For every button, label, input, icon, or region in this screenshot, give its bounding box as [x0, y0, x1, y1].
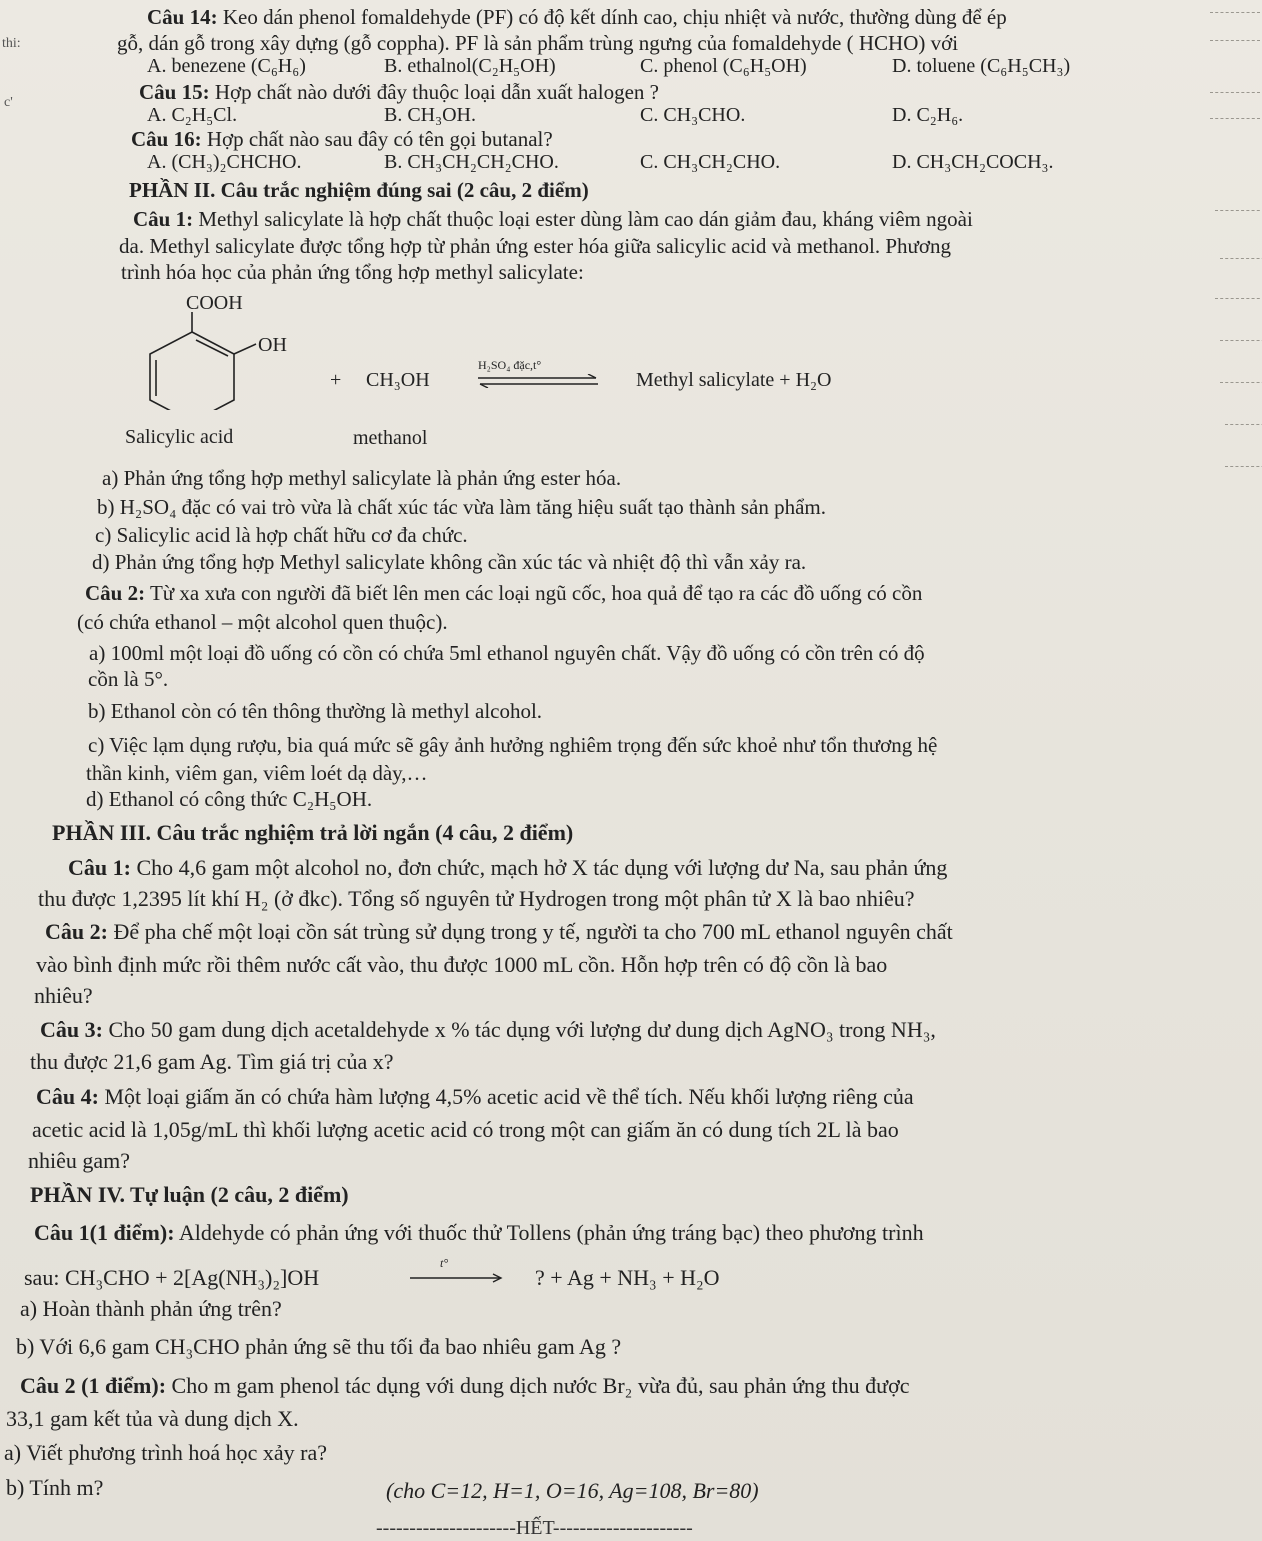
equation-left: sau: CH₃CHO + 2[Ag(NH₃)₂]OH — [24, 1265, 320, 1290]
arrow-right-icon — [408, 1272, 506, 1284]
question-lead: Câu 4: — [36, 1084, 99, 1109]
question-text: 33,1 gam kết tủa và dung dịch X. — [6, 1406, 299, 1431]
question-text: Keo dán phenol fomaldehyde (PF) có độ kết dính cao, chịu nhiệt và nước, thường dùng để ép — [222, 5, 1007, 29]
margin-dash — [1210, 12, 1260, 13]
margin-dash — [1215, 298, 1262, 299]
question-text: Aldehyde có phản ứng với thuốc thử Tollens (phản ứng tráng bạc) theo phương trình — [178, 1220, 924, 1245]
question-text: trình hóa học của phản ứng tổng hợp methyl salicylate: — [121, 260, 584, 284]
question-text: Hợp chất nào dưới đây thuộc loại dẫn xuất halogen ? — [214, 80, 659, 104]
question-lead: Câu 1: — [133, 207, 194, 231]
equation-right: ? + Ag + NH₃ + H₂O — [535, 1265, 720, 1290]
question-lead: Câu 2: — [85, 581, 146, 605]
statement-c: c) Việc lạm dụng rượu, bia quá mức sẽ gây ảnh hưởng nghiêm trọng đến sức khoẻ như tổn thương hệ — [88, 733, 938, 757]
part-4-title: PHẦN IV. Tự luận (2 câu, 2 điểm) — [30, 1182, 349, 1207]
margin-dash — [1210, 40, 1260, 41]
part3-question-4 — [36, 1084, 914, 1110]
question-text: Từ xa xưa con người đã biết lên men các loại ngũ cốc, hoa quả để tạo ra các đồ uống có cồn — [149, 581, 923, 605]
part2-question-2 — [85, 580, 922, 606]
option-a: A. benezene (C₆H₆) — [147, 55, 306, 77]
statement-d: d) Ethanol có công thức C₂H₅OH. — [86, 787, 373, 811]
question-text: Cho 4,6 gam một alcohol no, đơn chức, mạch hở X tác dụng với lượng dư Na, sau phản ứng — [136, 855, 948, 880]
question-text: da. Methyl salicylate được tổng hợp từ phản ứng ester hóa giữa salicylic acid và methanol. Phương — [119, 234, 952, 258]
question-text: acetic acid là 1,05g/mL thì khối lượng acetic acid có trong một can giấm ăn có dung tích 2L là bao — [32, 1117, 899, 1142]
margin-dash — [1225, 424, 1262, 425]
question-lead: Câu 16: — [131, 127, 202, 151]
part4-q2-b: b) Tính m? — [6, 1475, 104, 1500]
option-c: C. CH₃CHO. — [640, 104, 746, 126]
question-text: (có chứa ethanol – một alcohol quen thuộc). — [77, 610, 448, 634]
question-text: Cho 50 gam dung dịch acetaldehyde x % tác dụng với lượng dư dung dịch AgNO₃ trong NH₃, — [108, 1017, 936, 1042]
plus-sign: + — [330, 369, 342, 391]
equation-condition: t° — [440, 1256, 449, 1270]
question-text: thu được 21,6 gam Ag. Tìm giá trị của x? — [30, 1049, 394, 1074]
statement-d: d) Phản ứng tổng hợp Methyl salicylate không cần xúc tác và nhiệt độ thì vẫn xảy ra. — [92, 550, 807, 574]
question-lead: Câu 3: — [40, 1017, 103, 1042]
statement-c: c) Salicylic acid là hợp chất hữu cơ đa chức. — [95, 523, 468, 547]
methanol-formula: CH₃OH — [366, 369, 430, 391]
question-text: vào bình định mức rồi thêm nước cất vào, thu được 1000 mL cồn. Hỗn hợp trên có độ cồn là bao — [36, 952, 888, 977]
question-text: Cho m gam phenol tác dụng với dung dịch nước Br₂ vừa đủ, sau phản ứng thu được — [171, 1373, 910, 1398]
question-14 — [147, 4, 1007, 30]
margin-note: c' — [4, 95, 13, 110]
salicylic-acid-label: Salicylic acid — [125, 426, 234, 448]
question-text: Methyl salicylate là hợp chất thuộc loại ester dùng làm cao dán giảm đau, kháng viêm ngoài — [198, 207, 973, 231]
question-lead: Câu 1(1 điểm): — [34, 1220, 175, 1245]
option-c: C. phenol (C₆H₅OH) — [640, 55, 807, 77]
question-lead: Câu 15: — [139, 80, 210, 104]
option-d: D. toluene (C₆H₅CH₃) — [892, 55, 1071, 77]
part4-question-2 — [20, 1373, 909, 1399]
product-label: Methyl salicylate + H₂O — [636, 369, 832, 391]
question-text: thu được 1,2395 lít khí H₂ (ở đkc). Tổng số nguyên tử Hydrogen trong một phân tử X là bao nhiêu? — [38, 886, 915, 911]
methanol-label: methanol — [353, 427, 428, 449]
question-text: Hợp chất nào sau đây có tên gọi butanal? — [206, 127, 553, 151]
option-d: D. C₂H₆. — [892, 104, 964, 126]
part2-question-1 — [133, 206, 973, 232]
question-15 — [139, 79, 659, 105]
question-text: nhiêu? — [34, 983, 93, 1008]
question-lead: Câu 2 (1 điểm): — [20, 1373, 167, 1398]
part4-question-1 — [34, 1220, 924, 1246]
part3-question-3 — [40, 1017, 936, 1043]
option-b: B. ethalnol(C₂H₅OH) — [384, 55, 556, 77]
margin-dash — [1225, 466, 1262, 467]
margin-dash — [1220, 340, 1262, 341]
option-a: A. C₂H₅Cl. — [147, 104, 238, 126]
margin-note: thi: — [2, 36, 21, 51]
equilibrium-arrow-icon — [476, 374, 601, 388]
part3-question-2 — [45, 919, 953, 945]
part4-q1-a: a) Hoàn thành phản ứng trên? — [20, 1296, 282, 1321]
statement-a: a) Phản ứng tổng hợp methyl salicylate là phản ứng ester hóa. — [102, 466, 622, 490]
question-lead: Câu 2: — [45, 919, 108, 944]
question-text: Để pha chế một loại cồn sát trùng sử dụng trong y tế, người ta cho 700 mL ethanol nguyên chất — [113, 919, 953, 944]
statement-b: b) Ethanol còn có tên thông thường là methyl alcohol. — [88, 699, 543, 723]
option-d: D. CH₃CH₂COCH₃. — [892, 151, 1054, 173]
question-14-cont: gỗ, dán gỗ trong xây dựng (gỗ coppha). PF là sản phẩm trùng ngưng của fomaldehyde ( HCHO) với — [117, 31, 959, 55]
end-marker: ---------------------HẾT--------------------- — [376, 1517, 693, 1539]
option-b: B. CH₃CH₂CH₂CHO. — [384, 151, 559, 173]
margin-dash — [1220, 258, 1262, 259]
part4-q2-a: a) Viết phương trình hoá học xảy ra? — [4, 1440, 328, 1465]
option-a: A. (CH₃)₂CHCHO. — [147, 151, 302, 173]
statement-c-cont: thần kinh, viêm gan, viêm loét dạ dày,… — [86, 761, 428, 785]
oh-label: OH — [258, 334, 287, 356]
catalyst-label: H₂SO₄ đặc,t° — [478, 358, 542, 372]
cooh-label: COOH — [186, 292, 243, 314]
question-16 — [131, 126, 553, 152]
option-b: B. CH₃OH. — [384, 104, 476, 126]
question-text: Một loại giấm ăn có chứa hàm lượng 4,5% acetic acid về thể tích. Nếu khối lượng riêng của — [104, 1084, 914, 1109]
statement-a-cont: cồn là 5°. — [88, 667, 169, 691]
part4-q1-b: b) Với 6,6 gam CH₃CHO phản ứng sẽ thu tối đa bao nhiêu gam Ag ? — [16, 1334, 622, 1359]
question-lead: Câu 1: — [68, 855, 131, 880]
option-c: C. CH₃CH₂CHO. — [640, 151, 781, 173]
part-2-title: PHẦN II. Câu trắc nghiệm đúng sai (2 câu, 2 điểm) — [129, 178, 589, 202]
statement-a: a) 100ml một loại đồ uống có cồn có chứa 5ml ethanol nguyên chất. Vậy đồ uống có cồn trên có độ — [89, 641, 925, 665]
part-3-title: PHẦN III. Câu trắc nghiệm trả lời ngắn (4 câu, 2 điểm) — [52, 820, 574, 845]
statement-b: b) H₂SO₄ đặc có vai trò vừa là chất xúc tác vừa làm tăng hiệu suất tạo thành sản phẩm. — [97, 495, 827, 519]
given-atomic-masses: (cho C=12, H=1, O=16, Ag=108, Br=80) — [386, 1478, 759, 1503]
question-lead: Câu 14: — [147, 5, 218, 29]
margin-dash — [1210, 118, 1260, 119]
margin-dash — [1210, 92, 1260, 93]
margin-dash — [1220, 382, 1262, 383]
benzene-ring — [140, 310, 260, 410]
question-text: nhiêu gam? — [28, 1148, 131, 1173]
part3-question-1 — [68, 855, 947, 881]
margin-dash — [1215, 210, 1262, 211]
